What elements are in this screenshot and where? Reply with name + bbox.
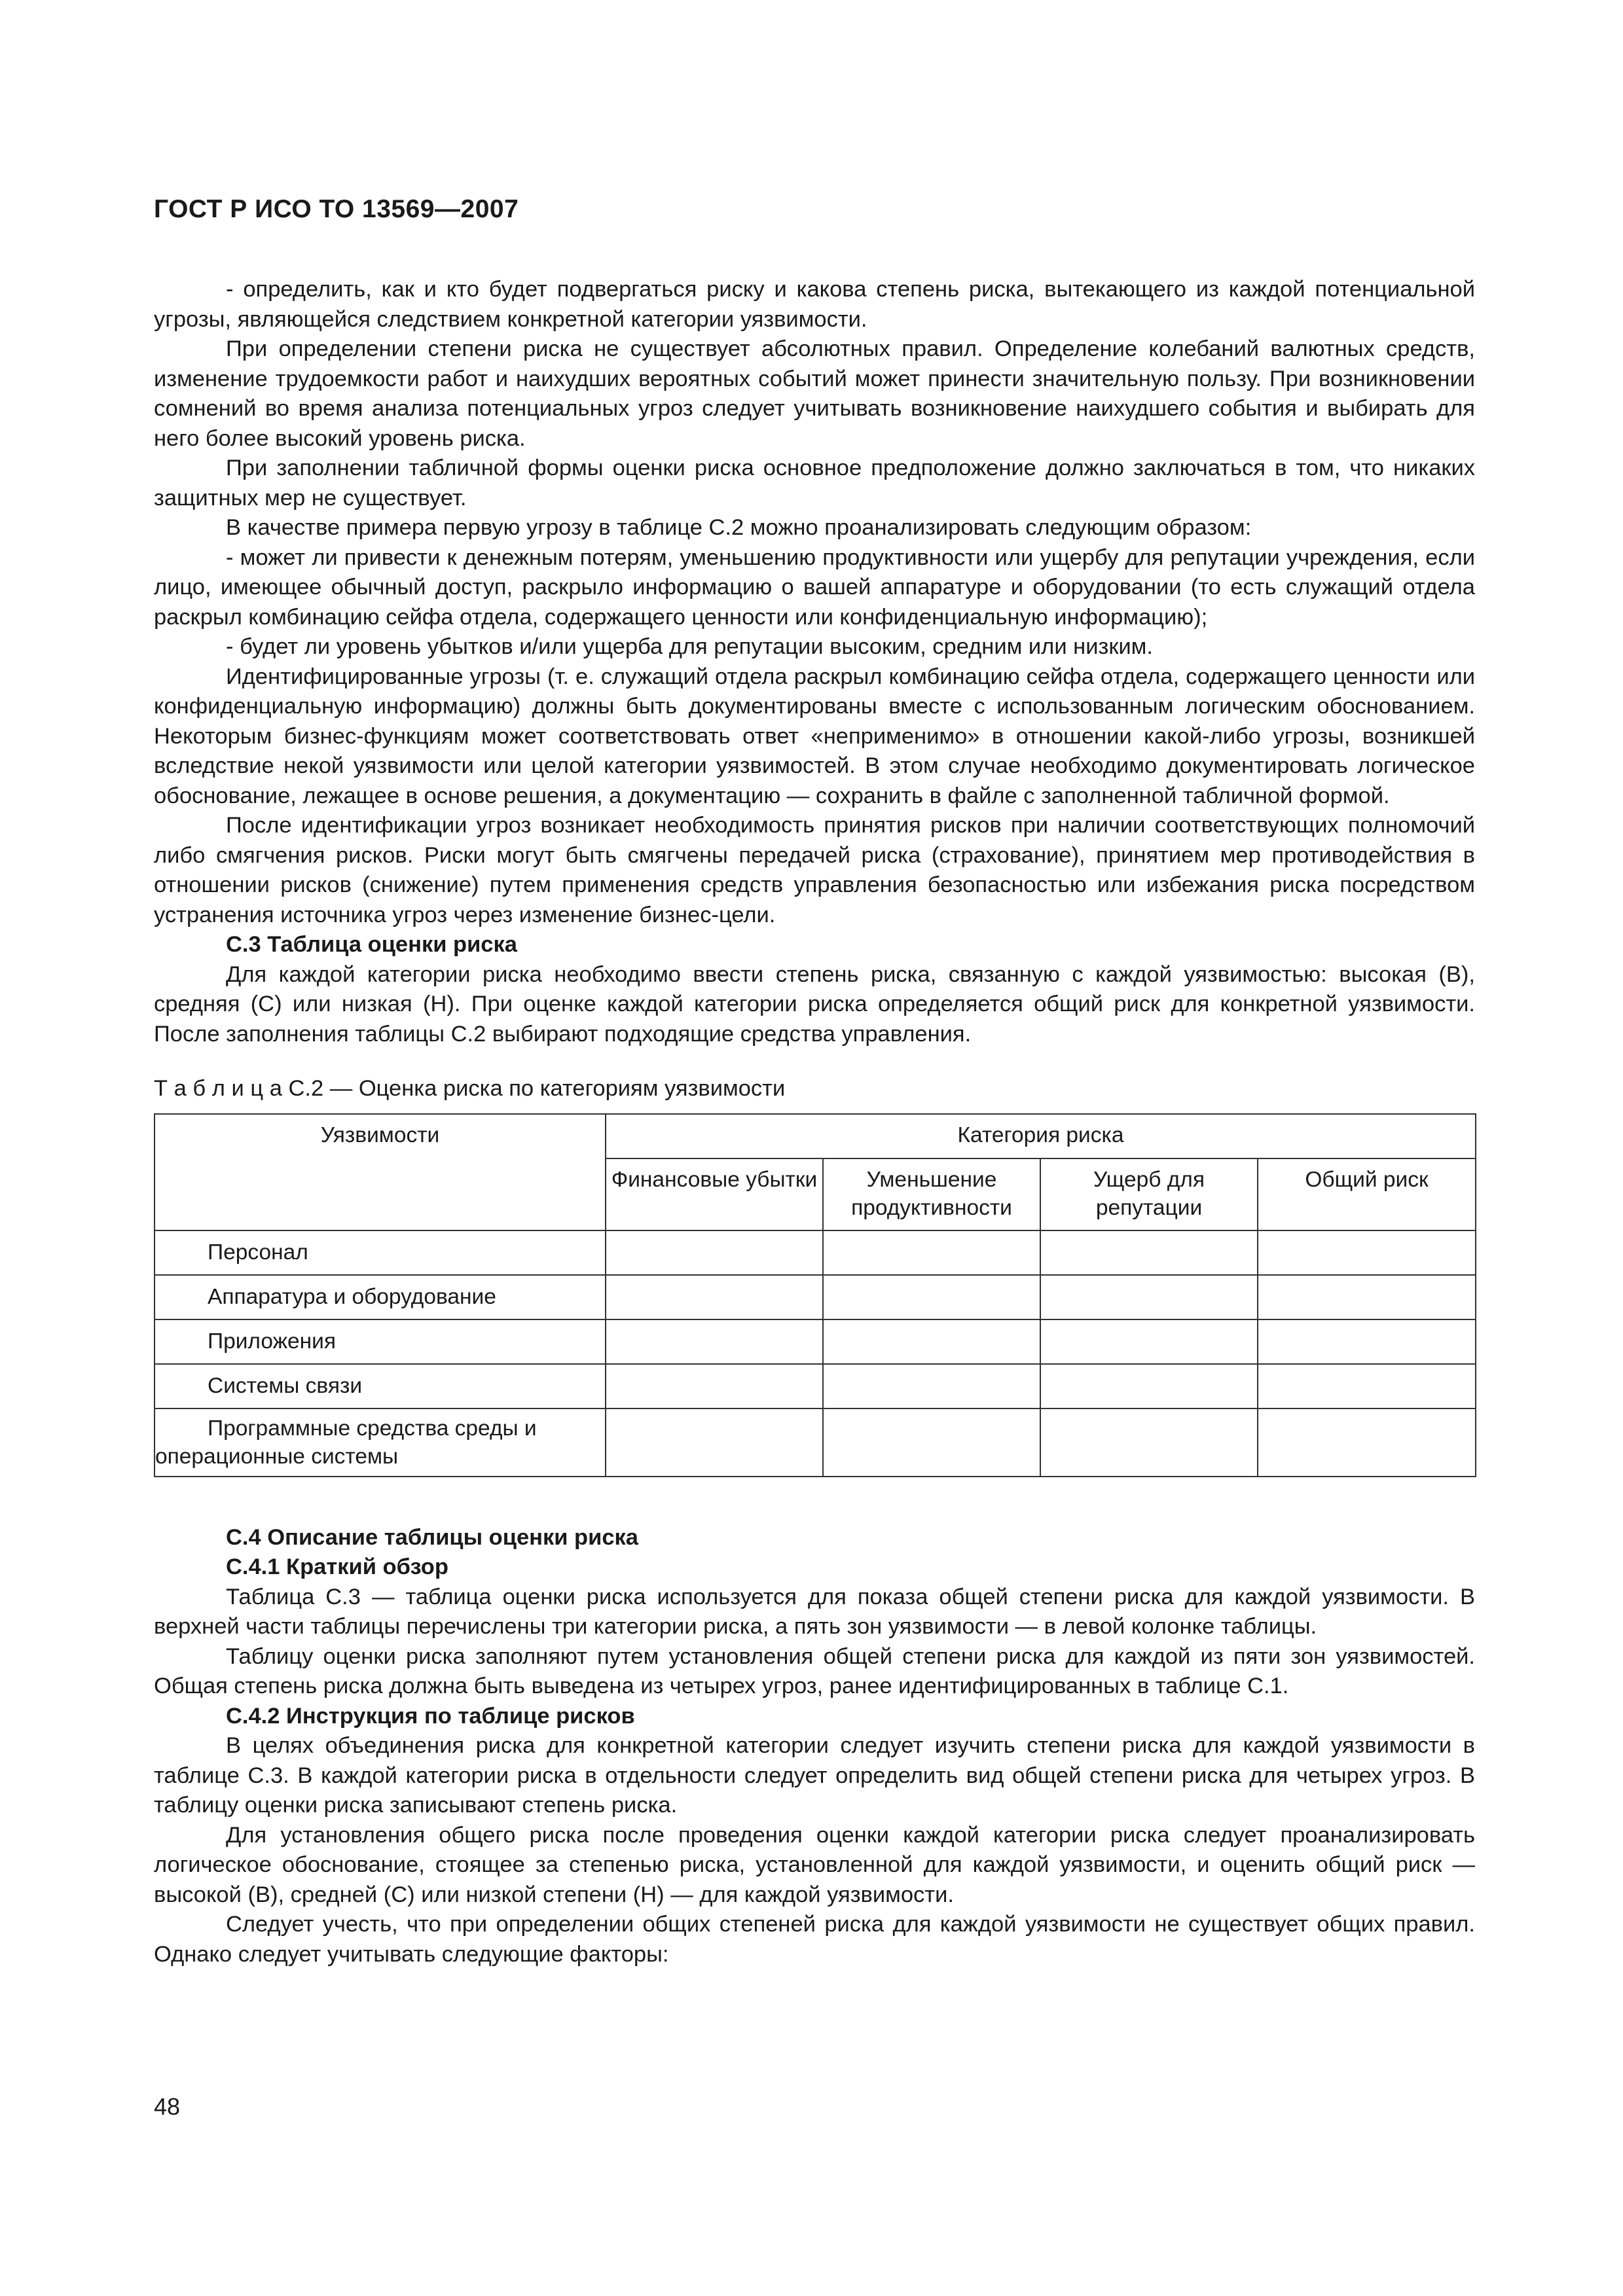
- page-number: 48: [154, 2093, 181, 2120]
- col-header-productivity: Уменьшение продуктивности: [823, 1158, 1040, 1230]
- row-label: [155, 1408, 606, 1477]
- table-row: [155, 1319, 1476, 1364]
- table-cell: [1258, 1408, 1476, 1477]
- risk-table: [154, 1113, 1476, 1477]
- table-cell: [823, 1230, 1040, 1275]
- table-cell: [1258, 1364, 1476, 1408]
- table-row: [155, 1408, 1476, 1477]
- table-cell: [823, 1319, 1040, 1364]
- row-label: Персонал: [155, 1230, 606, 1275]
- paragraph: В целях объединения риска для конкретной категории следует изучить степени риска для каждой уязвимости в таблице С.3. В каждой категории риска в отдельности следует определить вид общей степени риска для четырех угроз. В таблицу оценки риска записывают степень риска.: [154, 1733, 1475, 1818]
- row-label: Приложения: [155, 1319, 606, 1364]
- table-caption-text: С.2 — Оценка риска по категориям уязвимости: [288, 1076, 786, 1101]
- table-row: [155, 1230, 1476, 1275]
- table-cell: [823, 1275, 1040, 1319]
- table-caption-label: Т а б л и ц а: [154, 1076, 282, 1101]
- paragraph: - определить, как и кто будет подвергаться риску и какова степень риска, вытекающего из каждой потенциальной угрозы, являющейся следствием конкретной категории уязвимости.: [154, 277, 1475, 332]
- table-cell: [606, 1408, 823, 1477]
- col-header-risk-category: Категория риска: [606, 1114, 1476, 1158]
- section-heading-c41: С.4.1 Краткий обзор: [226, 1554, 448, 1579]
- paragraph: - может ли привести к денежным потерям, уменьшению продуктивности или ущербу для репутации учреждения, если лицо, имеющее обычный доступ, раскрыло информацию о вашей аппаратуре и оборудовании (то есть служащий отдела раскрыл комбинацию сейфа отдела, содержащего ценности или конфиденциальную информацию);: [154, 545, 1475, 630]
- table-cell: [606, 1275, 823, 1319]
- table-cell: [1258, 1319, 1476, 1364]
- table-cell: [1040, 1408, 1258, 1477]
- table-cell: [823, 1408, 1040, 1477]
- paragraph: Следует учесть, что при определении общих степеней риска для каждой уязвимости не существует общих правил. Однако следует учитывать следующие факторы:: [154, 1912, 1475, 1967]
- table-row: [155, 1275, 1476, 1319]
- document-header: ГОСТ Р ИСО ТО 13569—2007: [154, 195, 519, 223]
- paragraph: При определении степени риска не существует абсолютных правил. Определение колебаний валютных средств, изменение трудоемкости работ и наихудших вероятных событий может принести значительную пользу. При возникновении сомнений во время анализа потенциальных угроз следует учитывать возникновение наихудшего события и выбирать для него более высокий уровень риска.: [154, 336, 1475, 451]
- table-cell: [1040, 1230, 1258, 1275]
- paragraph: После идентификации угроз возникает необходимость принятия рисков при наличии соответствующих полномочий либо смягчения рисков. Риски могут быть смягчены передачей риска (страхование), принятием мер противодействия в отношении рисков (снижение) путем применения средств управления безопасностью или избежания риска посредством устранения источника угроз через изменение бизнес-цели.: [154, 813, 1475, 927]
- paragraph: Таблицу оценки риска заполняют путем установления общей степени риска для каждой из пяти зон уязвимостей. Общая степень риска должна быть выведена из четырех угроз, ранее идентифицированных в таблице С.1.: [154, 1643, 1475, 1698]
- table-cell: [823, 1364, 1040, 1408]
- paragraph: Для установления общего риска после проведения оценки каждой категории риска следует проанализировать логическое обоснование, стоящее за степенью риска, установленной для каждой уязвимости, и оценить общий риск — высокой (В), средней (С) или низкой степени (Н) — для каждой уязвимости.: [154, 1822, 1475, 1907]
- table-cell: [1258, 1275, 1476, 1319]
- paragraph: Для каждой категории риска необходимо ввести степень риска, связанную с каждой уязвимостью: высокая (В), средняя (С) или низкая (Н). При оценке каждой категории риска определяется общий риск для конкретной уязвимости. После заполнения таблицы С.2 выбирают подходящие средства управления.: [154, 961, 1475, 1047]
- table-cell: [1258, 1230, 1476, 1275]
- col-header-reputation: Ущерб для репутации: [1040, 1158, 1258, 1230]
- paragraph: - будет ли уровень убытков и/или ущерба для репутации высоким, средним или низким.: [226, 634, 1153, 659]
- document-body: [154, 275, 1475, 1969]
- col-header-financial-losses: Финансовые убытки: [606, 1158, 823, 1230]
- section-heading-c4: С.4 Описание таблицы оценки риска: [226, 1524, 638, 1550]
- row-label-line: операционные системы: [155, 1444, 399, 1469]
- paragraph: В качестве примера первую угрозу в таблице С.2 можно проанализировать следующим образом:: [226, 515, 1252, 540]
- paragraph: Таблица С.3 — таблица оценки риска используется для показа общей степени риска для каждой уязвимости. В верхней части таблицы перечислены три категории риска, а пять зон уязвимости — в левой колонке таблицы.: [154, 1584, 1475, 1639]
- section-heading-c3: С.3 Таблица оценки риска: [226, 932, 517, 957]
- paragraph: Идентифицированные угрозы (т. е. служащий отдела раскрыл комбинацию сейфа отдела, содержащего ценности или конфиденциальную информацию) должны быть документированы вместе с использованным логическим обоснованием. Некоторым бизнес-функциям может соответствовать ответ «неприменимо» в отношении какой-либо угрозы, возникшей вследствие некой уязвимости или целой категории уязвимостей. В этом случае необходимо документировать логическое обоснование, лежащее в основе решения, а документацию — сохранить в файле с заполненной табличной формой.: [154, 664, 1475, 808]
- table-caption: [154, 1074, 1475, 1104]
- col-header-total-risk: Общий риск: [1258, 1158, 1476, 1230]
- row-label: Системы связи: [155, 1364, 606, 1408]
- paragraph: При заполнении табличной формы оценки риска основное предположение должно заключаться в том, что никаких защитных мер не существует.: [154, 456, 1475, 511]
- table-cell: [1040, 1275, 1258, 1319]
- table-cell: [1040, 1364, 1258, 1408]
- col-header-vulnerabilities: Уязвимости: [155, 1114, 606, 1230]
- table-cell: [606, 1319, 823, 1364]
- table-cell: [606, 1230, 823, 1275]
- table-cell: [606, 1364, 823, 1408]
- row-label: Аппаратура и оборудование: [155, 1275, 606, 1319]
- table-cell: [1040, 1319, 1258, 1364]
- section-heading-c42: С.4.2 Инструкция по таблице рисков: [226, 1703, 635, 1729]
- row-label-line: Программные средства среды и: [208, 1416, 537, 1441]
- table-row: [155, 1364, 1476, 1408]
